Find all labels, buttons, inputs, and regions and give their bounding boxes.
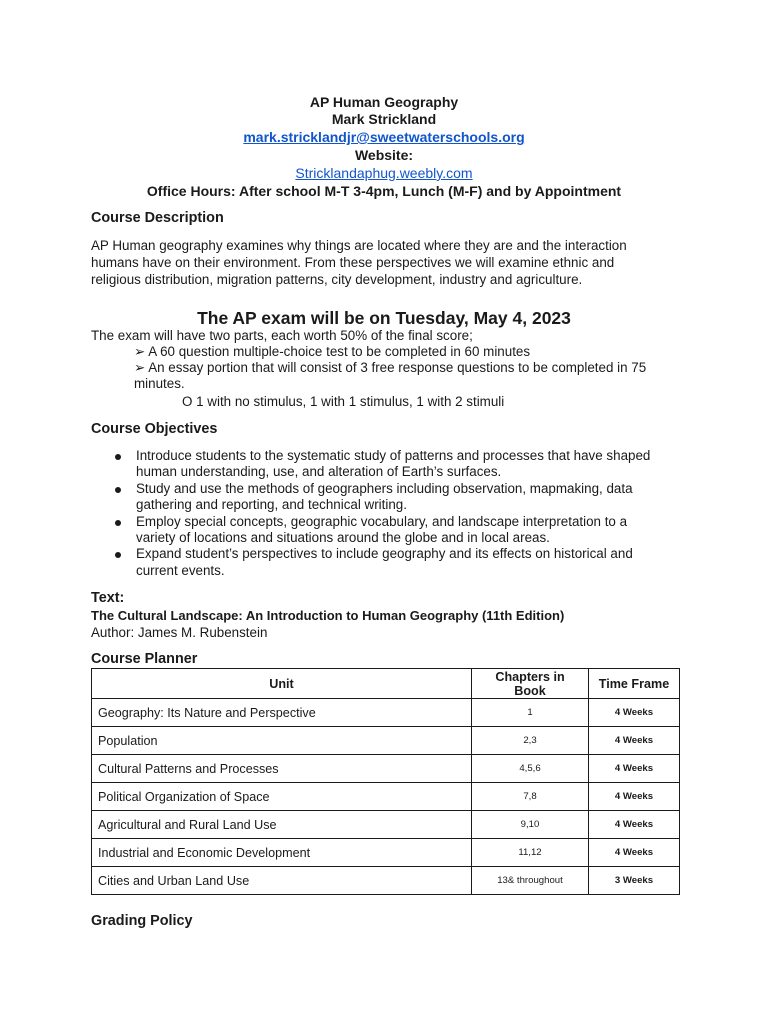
- email-row: [0, 129, 768, 146]
- office-hours: Office Hours: After school M-T 3-4pm, Lunch (M-F) and by Appointment: [146, 183, 622, 199]
- chapters-cell: 7,8: [472, 783, 589, 811]
- objective-line: variety of locations and situations around the globe and in local areas.: [136, 530, 550, 545]
- planner-heading: Course Planner: [91, 651, 198, 667]
- chapters-cell: 4,5,6: [472, 755, 589, 783]
- chapters-cell: 9,10: [472, 811, 589, 839]
- objective-line: current events.: [136, 563, 225, 578]
- table-row: [92, 783, 680, 811]
- textbook-title: The Cultural Landscape: An Introduction to Human Geography (11th Edition): [91, 608, 565, 623]
- course-title: AP Human Geography: [309, 94, 459, 110]
- time-frame-cell: 4 Weeks: [589, 755, 680, 783]
- objective-line: Study and use the methods of geographers including observation, mapmaking, data: [136, 481, 633, 496]
- column-header-time-frame: Time Frame: [589, 669, 680, 699]
- objective-line: gathering and reporting, and technical writing.: [136, 497, 407, 512]
- table-row: [92, 867, 680, 895]
- objective-line: Expand student’s perspectives to include geography and its effects on historical and: [136, 546, 633, 561]
- unit-cell: Population: [92, 727, 472, 755]
- table-row: [92, 727, 680, 755]
- objective-line: Introduce students to the systematic study of patterns and processes that have shaped: [136, 448, 651, 463]
- description-line: humans have on their environment. From these perspectives we will examine ethnic and: [91, 255, 615, 270]
- exam-part: ➢ An essay portion that will consist of 3 free response questions to be completed in 75: [134, 360, 647, 375]
- unit-cell: Cultural Patterns and Processes: [92, 755, 472, 783]
- website-label: Website:: [354, 147, 414, 163]
- course-planner-table: [91, 668, 680, 895]
- unit-cell: Agricultural and Rural Land Use: [92, 811, 472, 839]
- time-frame-cell: 4 Weeks: [589, 811, 680, 839]
- text-heading: Text:: [91, 590, 125, 606]
- exam-sub-item: O 1 with no stimulus, 1 with 1 stimulus, 1 with 2 stimuli: [182, 394, 505, 409]
- column-header-chapters: Chapters in Book: [472, 669, 589, 699]
- chapters-cell: 1: [472, 699, 589, 727]
- table-row: [92, 755, 680, 783]
- objective-line: Employ special concepts, geographic vocabulary, and landscape interpretation to a: [136, 514, 628, 529]
- unit-cell: Industrial and Economic Development: [92, 839, 472, 867]
- description-heading: Course Description: [91, 210, 224, 226]
- time-frame-cell: 4 Weeks: [589, 783, 680, 811]
- chapters-cell: 13& throughout: [472, 867, 589, 895]
- chapters-cell: 2,3: [472, 727, 589, 755]
- exam-title: The AP exam will be on Tuesday, May 4, 2023: [197, 308, 571, 328]
- table-row: [92, 699, 680, 727]
- time-frame-cell: 3 Weeks: [589, 867, 680, 895]
- time-frame-cell: 4 Weeks: [589, 839, 680, 867]
- exam-part-continued: minutes.: [134, 376, 185, 391]
- table-row: [92, 839, 680, 867]
- objectives-heading: Course Objectives: [91, 421, 218, 437]
- chapters-cell: 11,12: [472, 839, 589, 867]
- unit-cell: Political Organization of Space: [92, 783, 472, 811]
- objective-line: human understanding, use, and alteration of Earth’s surfaces.: [136, 464, 502, 479]
- unit-cell: Geography: Its Nature and Perspective: [92, 699, 472, 727]
- teacher-name: Mark Strickland: [331, 111, 437, 127]
- exam-part: ➢ A 60 question multiple-choice test to be completed in 60 minutes: [134, 344, 531, 359]
- bullet-icon: [115, 520, 121, 526]
- unit-cell: Cities and Urban Land Use: [92, 867, 472, 895]
- column-header-unit: Unit: [92, 669, 472, 699]
- bullet-icon: [115, 454, 121, 460]
- time-frame-cell: 4 Weeks: [589, 727, 680, 755]
- website-link[interactable]: Stricklandaphug.weebly.com: [295, 165, 473, 181]
- grading-heading: Grading Policy: [91, 913, 193, 929]
- description-line: religious distribution, migration patterns, city development, industry and agriculture.: [91, 272, 583, 287]
- time-frame-cell: 4 Weeks: [589, 699, 680, 727]
- table-row: [92, 811, 680, 839]
- textbook-author: Author: James M. Rubenstein: [91, 625, 268, 640]
- email-link[interactable]: mark.stricklandjr@sweetwaterschools.org: [243, 129, 525, 145]
- bullet-icon: [115, 487, 121, 493]
- description-line: AP Human geography examines why things are located where they are and the interaction: [91, 238, 627, 253]
- exam-intro: The exam will have two parts, each worth 50% of the final score;: [91, 328, 473, 343]
- table-header-row: [92, 669, 680, 699]
- bullet-icon: [115, 552, 121, 558]
- website-row: [0, 165, 768, 182]
